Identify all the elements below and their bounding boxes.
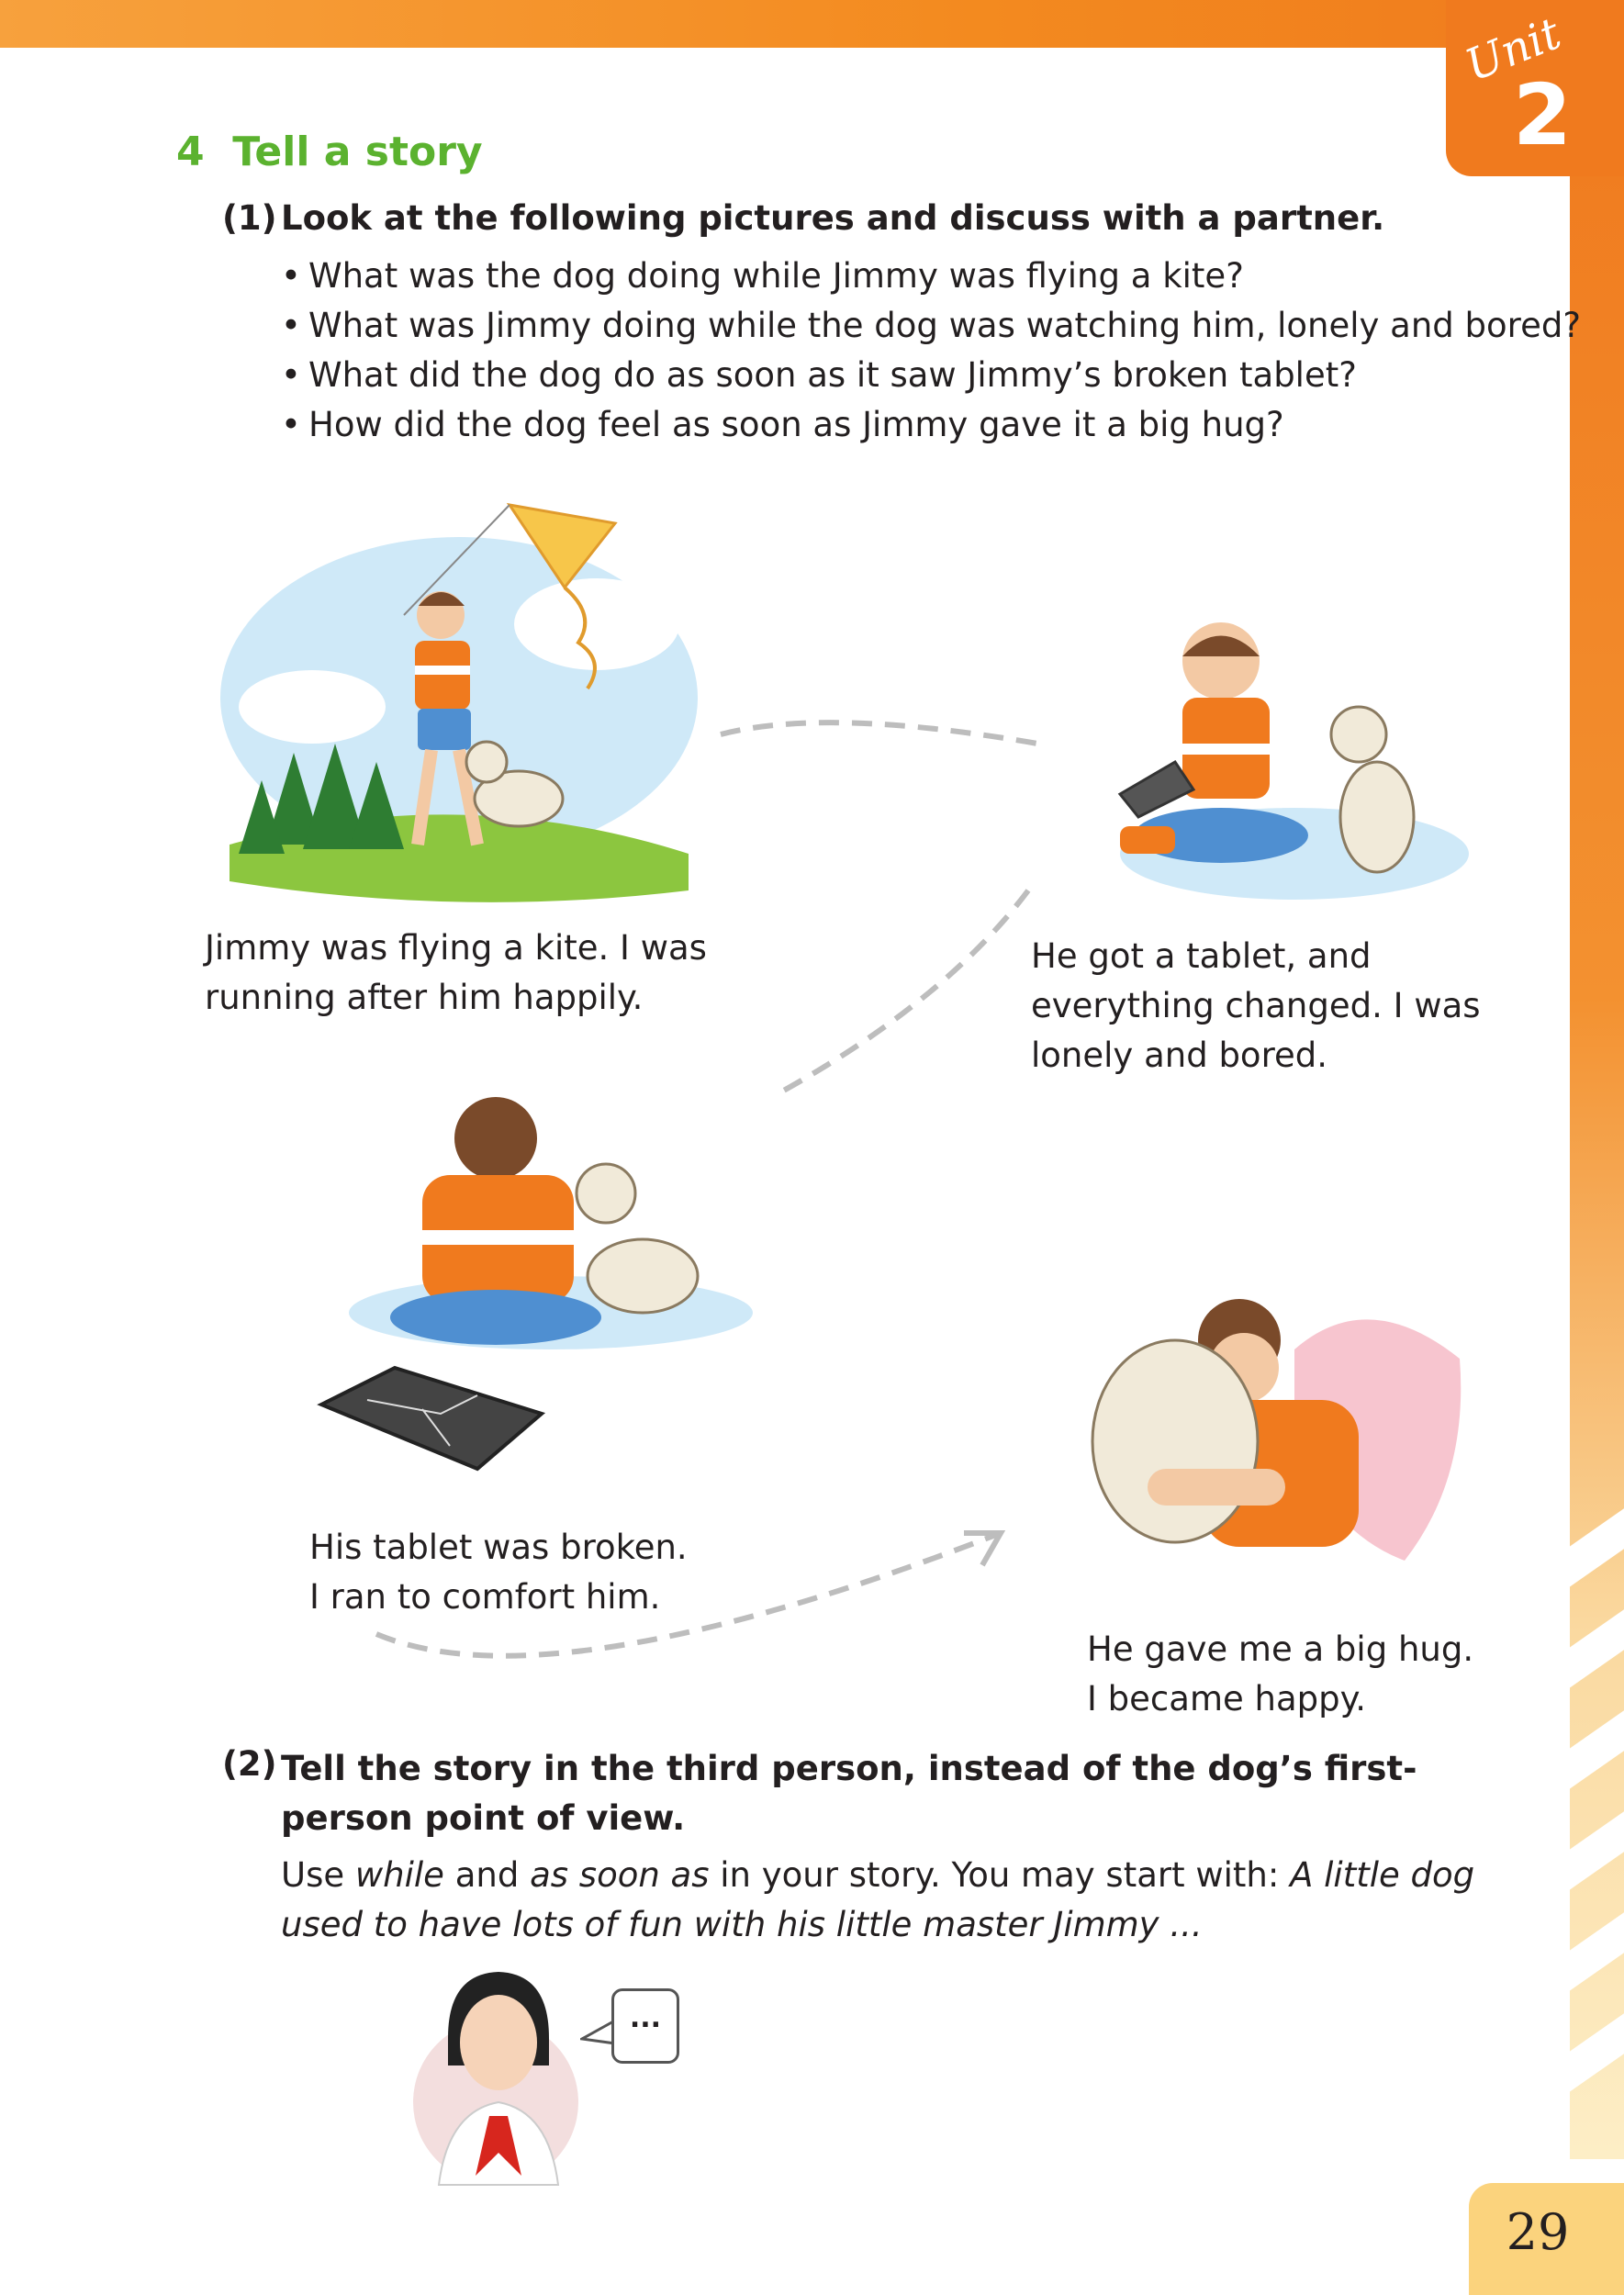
caption-picture2: [1031, 932, 1508, 1080]
story-arrow-path: [716, 707, 1047, 1102]
keyword-while: while: [354, 1855, 444, 1895]
illustration-kite: [211, 487, 707, 918]
question1-prompt: Look at the following pictures and discuss with a partner.: [281, 198, 1385, 238]
caption-picture4: [1087, 1625, 1564, 1724]
caption-line: running after him happily.: [205, 978, 644, 1017]
question2-instruction: [281, 1851, 1493, 1950]
page-number: 29: [1506, 2203, 1570, 2261]
bullet-text: What was the dog doing while Jimmy was flying a kite?: [308, 256, 1244, 296]
bullet-item: • What did the dog do as soon as it saw Jimmy’s broken tablet?: [281, 355, 1357, 395]
illustration-hug: [1074, 1294, 1469, 1597]
illustration-broken-tablet: [312, 1083, 771, 1496]
bullet-item: • What was the dog doing while Jimmy was flying a kite?: [281, 256, 1244, 296]
bullet-item: • What was Jimmy doing while the dog was watching him, lonely and bored?: [281, 306, 1581, 345]
bullet-text: What did the dog do as soon as it saw Jimmy’s broken tablet?: [308, 355, 1357, 395]
instruction-text: and: [443, 1855, 531, 1895]
caption-picture1: [205, 924, 719, 1023]
caption-picture3: [309, 1523, 823, 1622]
section-number: 4: [176, 129, 205, 175]
section-title: Tell a story: [232, 129, 483, 175]
story-starter: A little dog used to have lots of fun with his little master Jimmy ...: [281, 1855, 1475, 1944]
caption-line: I ran to comfort him.: [309, 1577, 661, 1617]
unit-label: Unit: [1458, 7, 1568, 92]
question2-prompt: Tell the story in the third person, instead of the dog’s first-person point of view.: [281, 1749, 1417, 1838]
caption-line: He gave me a big hug.: [1087, 1629, 1474, 1669]
section-heading: [176, 129, 483, 175]
caption-line: I became happy.: [1087, 1679, 1366, 1718]
caption-line: He got a tablet, and: [1031, 936, 1372, 976]
keyword-as-soon-as: as soon as: [530, 1855, 710, 1895]
question2-label: (2): [222, 1744, 277, 1784]
caption-line: everything changed. I was: [1031, 986, 1481, 1025]
instruction-text: Use: [281, 1855, 355, 1895]
bullet-text: How did the dog feel as soon as Jimmy gave it a big hug?: [308, 405, 1284, 444]
student-avatar: [411, 1955, 586, 2189]
top-color-band: [0, 0, 1624, 48]
caption-line: Jimmy was flying a kite. I was: [205, 928, 707, 968]
speech-bubble: ...: [611, 1988, 679, 2064]
illustration-tablet: [1083, 606, 1469, 918]
question1-label: (1): [222, 198, 277, 238]
caption-line: His tablet was broken.: [309, 1528, 688, 1567]
bullet-item: • How did the dog feel as soon as Jimmy gave it a big hug?: [281, 405, 1284, 444]
instruction-text: in your story. You may start with:: [709, 1855, 1291, 1895]
unit-number: 2: [1512, 66, 1572, 164]
bullet-text: What was Jimmy doing while the dog was watching him, lonely and bored?: [308, 306, 1581, 345]
caption-line: lonely and bored.: [1031, 1036, 1327, 1075]
